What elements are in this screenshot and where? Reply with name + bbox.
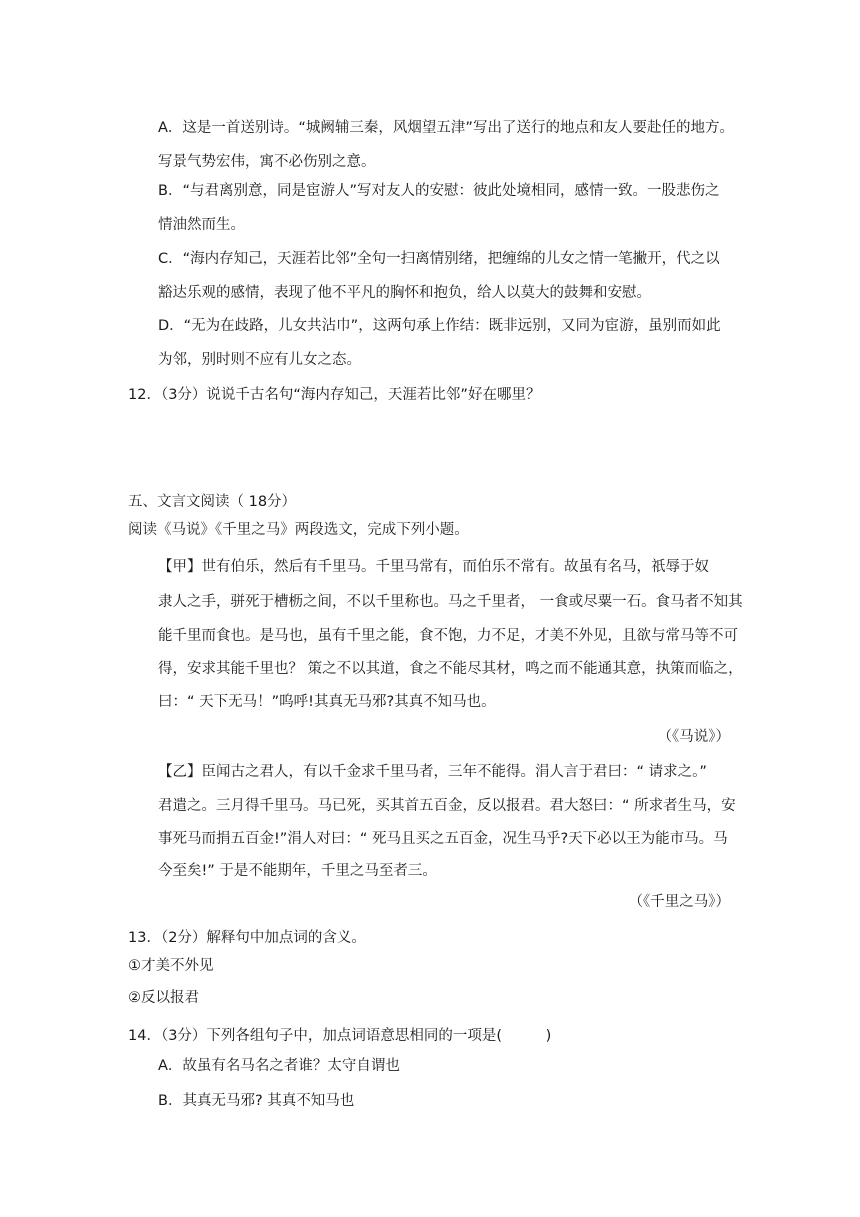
question-14-option-b: B．其真无马邪? 其真不知马也 <box>158 1093 355 1109</box>
yi-line-2: 君遣之。三月得千里马。马已死，买其首五百金，反以报君。君大怒曰：“ 所求者生马，安 <box>158 798 736 814</box>
section-5-intro: 阅读《马说》《千里之马》两段选文，完成下列小题。 <box>128 522 469 538</box>
question-13-item-1: ①才美不外见 <box>128 958 214 974</box>
option-d-line2: 为邻，别时则不应有儿女之态。 <box>158 352 361 368</box>
option-a-line2: 写景气势宏伟，寓不必伤别之意。 <box>158 154 376 170</box>
jia-line-2: 隶人之手，骈死于槽枥之间，不以千里称也。马之千里者， 一食或尽粟一石。食马者不知其 <box>158 594 743 610</box>
question-13: 13．（2分）解释句中加点词的含义。 <box>128 930 366 946</box>
jia-source: （《马说》） <box>657 729 730 745</box>
option-b-line2: 情油然而生。 <box>158 217 245 233</box>
question-14: 14．（3分）下列各组句子中，加点词语意思相同的一项是( ) <box>128 1028 552 1044</box>
question-12: 12．（3分）说说千古名句“海内存知己，天涯若比邻”好在哪里？ <box>128 387 541 403</box>
yi-line-3: 事死马而捐五百金!”涓人对曰：“ 死马且买之五百金，况生马乎?天下必以王为能市马。马 <box>158 831 728 847</box>
option-b-line1: B．“与君离别意，同是宦游人”写对友人的安慰：彼此处境相同，感情一致。一股悲伤之 <box>158 183 720 199</box>
yi-line-1: 【乙】臣闻古之君人，有以千金求千里马者，三年不能得。涓人言于君曰：“ 请求之。” <box>158 764 707 780</box>
option-d-line1: D．“无为在歧路，儿女共沾巾”，这两句承上作结：既非远别，又同为宦游，虽别而如此 <box>158 318 721 334</box>
option-a-line1: A．这是一首送别诗。“城阙辅三秦，风烟望五津”写出了送行的地点和友人要赴任的地方。 <box>158 120 734 136</box>
jia-line-3: 能千里而食也。是马也，虽有千里之能，食不饱，力不足，才美不外见，且欲与常马等不可 <box>158 628 738 644</box>
jia-line-5: 曰：“ 天下无马！”呜呼!其真无马邪?其真不知马也。 <box>158 694 496 710</box>
question-13-item-2: ②反以报君 <box>128 990 199 1006</box>
section-5-title: 五、文言文阅读（ 18分） <box>128 494 297 510</box>
question-14-option-a: A．故虽有名马名之者谁？太守自谓也 <box>158 1058 400 1074</box>
option-c-line1: C．“海内存知己，天涯若比邻”全句一扫离情别绪，把缠绵的儿女之情一笔撇开，代之以 <box>158 251 720 267</box>
yi-source: （《千里之马》） <box>628 894 730 910</box>
jia-line-1: 【甲】世有伯乐，然后有千里马。千里马常有，而伯乐不常有。故虽有名马，祇辱于奴 <box>158 559 709 575</box>
yi-line-4: 今至矣!” 于是不能期年，千里之马至者三。 <box>158 863 437 879</box>
option-c-line2: 豁达乐观的感情，表现了他不平凡的胸怀和抱负，给人以莫大的鼓舞和安慰。 <box>158 285 651 301</box>
jia-line-4: 得，安求其能千里也？ 策之不以其道，食之不能尽其材，鸣之而不能通其意，执策而临之， <box>158 661 743 677</box>
